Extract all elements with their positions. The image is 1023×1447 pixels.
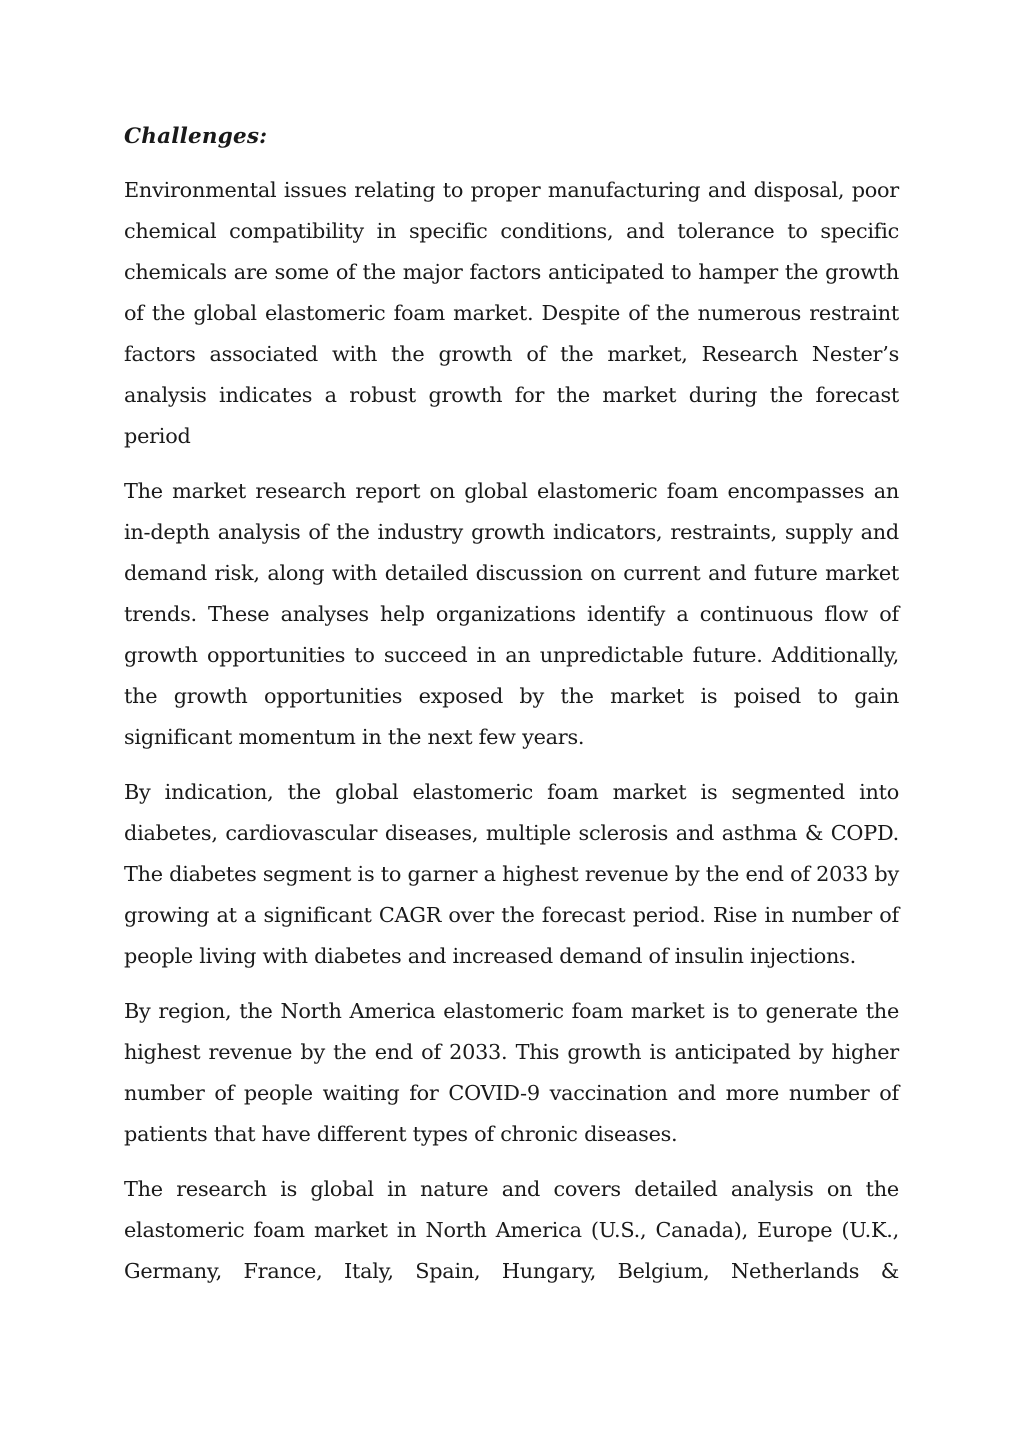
paragraph-report-overview: The market research report on global elastomeric foam encompasses an in-depth analysis of the industry growth indicators, restraints, supply and demand risk, along with detailed discussion on current and future market trends. These analyses help organizations identify a continuous flow of growth opportunities to succeed in an unpredictable future. Additionally, the growth opportunities exposed by the market is poised to gain significant momentum in the next few years. (124, 479, 899, 749)
document-page (124, 118, 899, 1306)
section-heading: Challenges: (124, 124, 268, 149)
paragraph-by-region: By region, the North America elastomeric foam market is to generate the highest revenue by the end of 2033. This growth is anticipated by higher number of people waiting for COVID-9 vaccination and more number of patients that have different types of chronic diseases. (124, 999, 899, 1146)
paragraph-research-scope: The research is global in nature and covers detailed analysis on the elastomeric foam market in North America (U.S., Canada), Europe (U.K., Germany, France, Italy, Spain, Hungary, Belgium, Netherlands & (124, 1177, 899, 1283)
paragraph-by-indication: By indication, the global elastomeric foam market is segmented into diabetes, cardiovascular diseases, multiple sclerosis and asthma & COPD. The diabetes segment is to garner a highest revenue by the end of 2033 by growing at a significant CAGR over the forecast period. Rise in number of people living with diabetes and increased demand of insulin injections. (124, 780, 899, 968)
paragraph-challenges: Environmental issues relating to proper manufacturing and disposal, poor chemical compatibility in specific conditions, and tolerance to specific chemicals are some of the major factors anticipated to hamper the growth of the global elastomeric foam market. Despite of the numerous restraint factors associated with the growth of the market, Research Nester’s analysis indicates a robust growth for the market during the forecast period (124, 178, 899, 448)
